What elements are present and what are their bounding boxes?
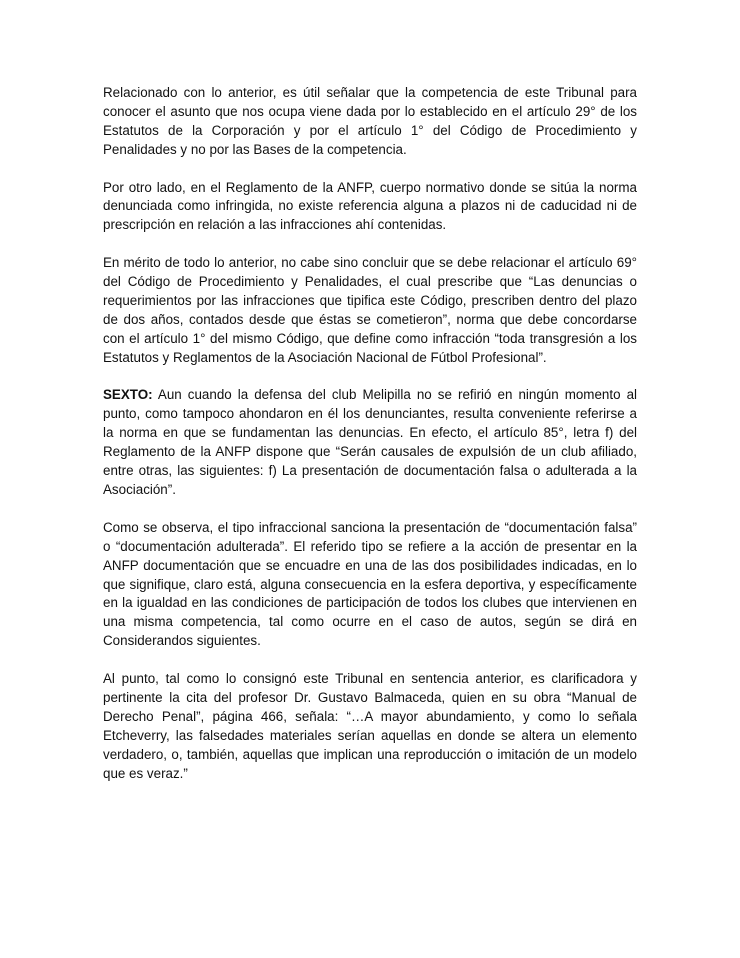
paragraph-tipo-infraccional: Como se observa, el tipo infraccional sanciona la presentación de “documentación falsa” o “documentación adulterada”. El referido tipo se refiere a la acción de presentar en la ANFP documentación que se encuadre en una de las dos posibilidades indicadas, en lo que signifique, claro está, alguna consecuencia en la esfera deportiva, y específicamente en la igualdad en las condiciones de participación de todos los clubes que intervienen en una misma competencia, tal como ocurre en el caso de autos, según se dirá en Considerandos siguientes.	[103, 519, 637, 649]
paragraph-sexto	[103, 386, 637, 499]
paragraph-cita-balmaceda: Al punto, tal como lo consignó este Tribunal en sentencia anterior, es clarificadora y pertinente la cita del profesor Dr. Gustavo Balmaceda, quien en su obra “Manual de Derecho Penal”, página 466, señala: “…A mayor abundamiento, y como lo señala Etcheverry, las falsedades materiales serían aquellas en donde se altera un elemento verdadero, o, también, aquellas que implican una reproducción o imitación de un modelo que es veraz.”	[103, 671, 637, 781]
paragraph-competencia: Relacionado con lo anterior, es útil señalar que la competencia de este Tribunal para conocer el asunto que nos ocupa viene dada por lo establecido en el artículo 29° de los Estatutos de la Corporación y por el artículo 1° del Código de Procedimiento y Penalidades y no por las Bases de la competencia.	[103, 85, 637, 157]
paragraph-reglamento-anfp: Por otro lado, en el Reglamento de la ANFP, cuerpo normativo donde se sitúa la norma denunciada como infringida, no existe referencia alguna a plazos ni de caducidad ni de prescripción en relación a las infracciones ahí contenidas.	[103, 179, 637, 233]
paragraph-prescripcion: En mérito de todo lo anterior, no cabe sino concluir que se debe relacionar el artículo 69° del Código de Procedimiento y Penalidades, el cual prescribe que “Las denuncias o requerimientos por las infracciones que tipifica este Código, prescriben dentro del plazo de dos años, contados desde que éstas se cometieron”, norma que debe concordarse con el artículo 1° del mismo Código, que define como infracción “toda transgresión a los Estatutos y Reglamentos de la Asociación Nacional de Fútbol Profesional”.	[103, 255, 637, 365]
document-page	[103, 84, 637, 802]
paragraph-sexto-body: Aun cuando la defensa del club Melipilla no se refirió en ningún momento al punto, como tampoco ahondaron en él los denunciantes, resulta conveniente referirse a la norma en que se fundamentan las denuncias. En efecto, el artículo 85°, letra f) del Reglamento de la ANFP dispone que “Serán causales de expulsión de un club afiliado, entre otras, las siguientes: f) La presentación de documentación falsa o adulterada a la Asociación”.	[103, 387, 637, 497]
section-heading-sexto: SEXTO:	[103, 387, 153, 403]
